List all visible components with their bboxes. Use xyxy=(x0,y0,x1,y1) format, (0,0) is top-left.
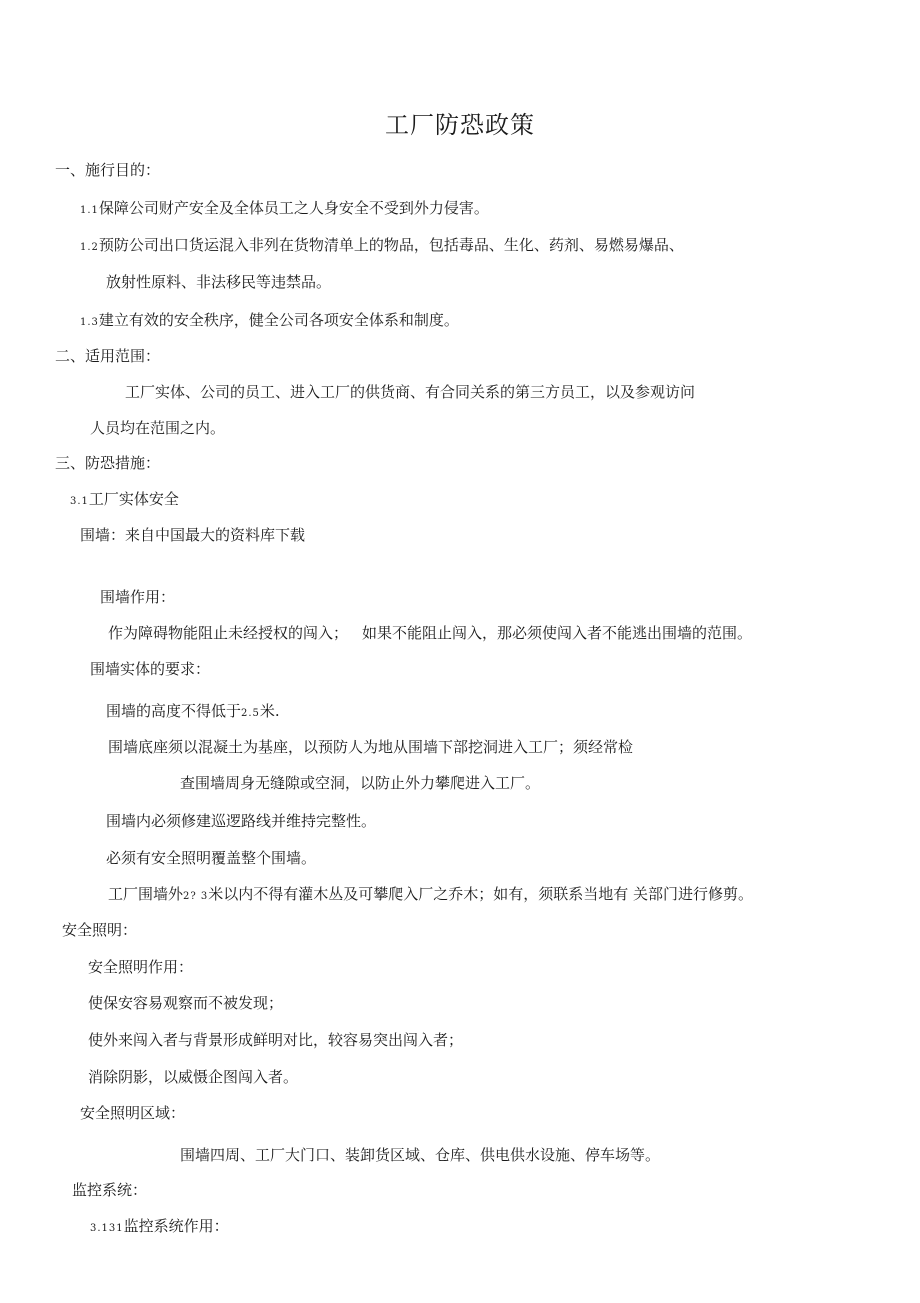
wall-purpose-text xyxy=(108,623,752,643)
item-number: 2? 3 xyxy=(183,891,209,902)
item-number: 3.1 xyxy=(70,496,89,507)
lighting-purpose-3: 消除阴影，以威慑企图闯入者。 xyxy=(88,1068,299,1086)
page-title: 工厂防恐政策 xyxy=(385,111,535,139)
purpose-item-1 xyxy=(80,198,489,221)
item-text: 米以内不得有灌木丛及可攀爬入厂之乔木；如有，须联系当地有 关部门进行修剪。 xyxy=(208,885,754,903)
subsection-physical-security xyxy=(70,489,179,512)
item-number: 3.131 xyxy=(90,1223,124,1234)
scope-text-continued: 人员均在范围之内。 xyxy=(90,419,226,437)
wall-requirement-2-continued: 查围墙周身无缝隙或空洞，以防止外力攀爬进入工厂。 xyxy=(180,774,541,792)
item-number: 2.5 xyxy=(241,708,260,719)
item-text: 工厂实体安全 xyxy=(88,490,179,508)
item-text: 保障公司财产安全及全体员工之人身安全不受到外力侵害。 xyxy=(98,199,489,217)
item-text: 监控系统作用： xyxy=(123,1217,229,1235)
lighting-purpose-2: 使外来闯入者与背景形成鲜明对比，较容易突出闯入者； xyxy=(88,1031,464,1049)
lighting-area-text: 围墙四周、工厂大门口、装卸货区域、仓库、供电供水设施、停车场等。 xyxy=(180,1146,661,1164)
monitoring-system-purpose xyxy=(90,1216,229,1239)
wall-purpose-label: 围墙作用： xyxy=(100,588,176,606)
monitoring-system-label: 监控系统： xyxy=(72,1181,148,1199)
scope-text: 工厂实体、公司的员工、进入工厂的供货商、有合同关系的第三方员工，以及参观访问 xyxy=(125,383,696,401)
wall-requirements-label: 围墙实体的要求： xyxy=(90,660,211,678)
section-heading-scope: 二、适用范围： xyxy=(55,347,161,365)
purpose-item-3 xyxy=(80,310,459,333)
item-number: 1.1 xyxy=(80,205,99,216)
section-heading-purpose: 一、施行目的： xyxy=(55,161,161,179)
wall-requirement-5 xyxy=(108,884,753,907)
lighting-purpose-label: 安全照明作用： xyxy=(88,958,194,976)
item-text: 预防公司出口货运混入非列在货物清单上的物品，包括毒品、生化、药剂、易燃易爆品、 xyxy=(98,236,684,254)
item-number: 1.3 xyxy=(80,317,99,328)
item-text: 建立有效的安全秩序，健全公司各项安全体系和制度。 xyxy=(98,311,459,329)
item-unit: 米. xyxy=(259,702,280,720)
item-number: 1.2 xyxy=(80,242,99,253)
section-heading-measures: 三、防恐措施： xyxy=(55,454,161,472)
item-text: 围墙的高度不得低于 xyxy=(106,702,242,720)
wall-purpose-a: 作为障碍物能阻止未经授权的闯入； xyxy=(108,624,349,642)
wall-requirement-2: 围墙底座须以混凝土为基座，以预防人为地从围墙下部挖洞进入工厂；须经常检 xyxy=(108,738,634,756)
lighting-area-label: 安全照明区域： xyxy=(80,1104,186,1122)
purpose-item-2 xyxy=(80,235,684,258)
item-text: 工厂围墙外 xyxy=(108,885,184,903)
purpose-item-2-continued: 放射性原料、非法移民等违禁品。 xyxy=(106,273,332,291)
wall-requirement-3: 围墙内必须修建巡逻路线并维持完整性。 xyxy=(106,812,377,830)
lighting-purpose-1: 使保安容易观察而不被发现； xyxy=(88,994,284,1012)
security-lighting-label: 安全照明： xyxy=(62,921,138,939)
wall-requirement-4: 必须有安全照明覆盖整个围墙。 xyxy=(106,849,317,867)
wall-purpose-b: 如果不能阻止闯入，那必须使闯入者不能逃出围墙的范围。 xyxy=(362,624,753,642)
wall-label: 围墙：来自中国最大的资料库下载 xyxy=(80,526,306,544)
wall-requirement-1 xyxy=(106,701,280,724)
